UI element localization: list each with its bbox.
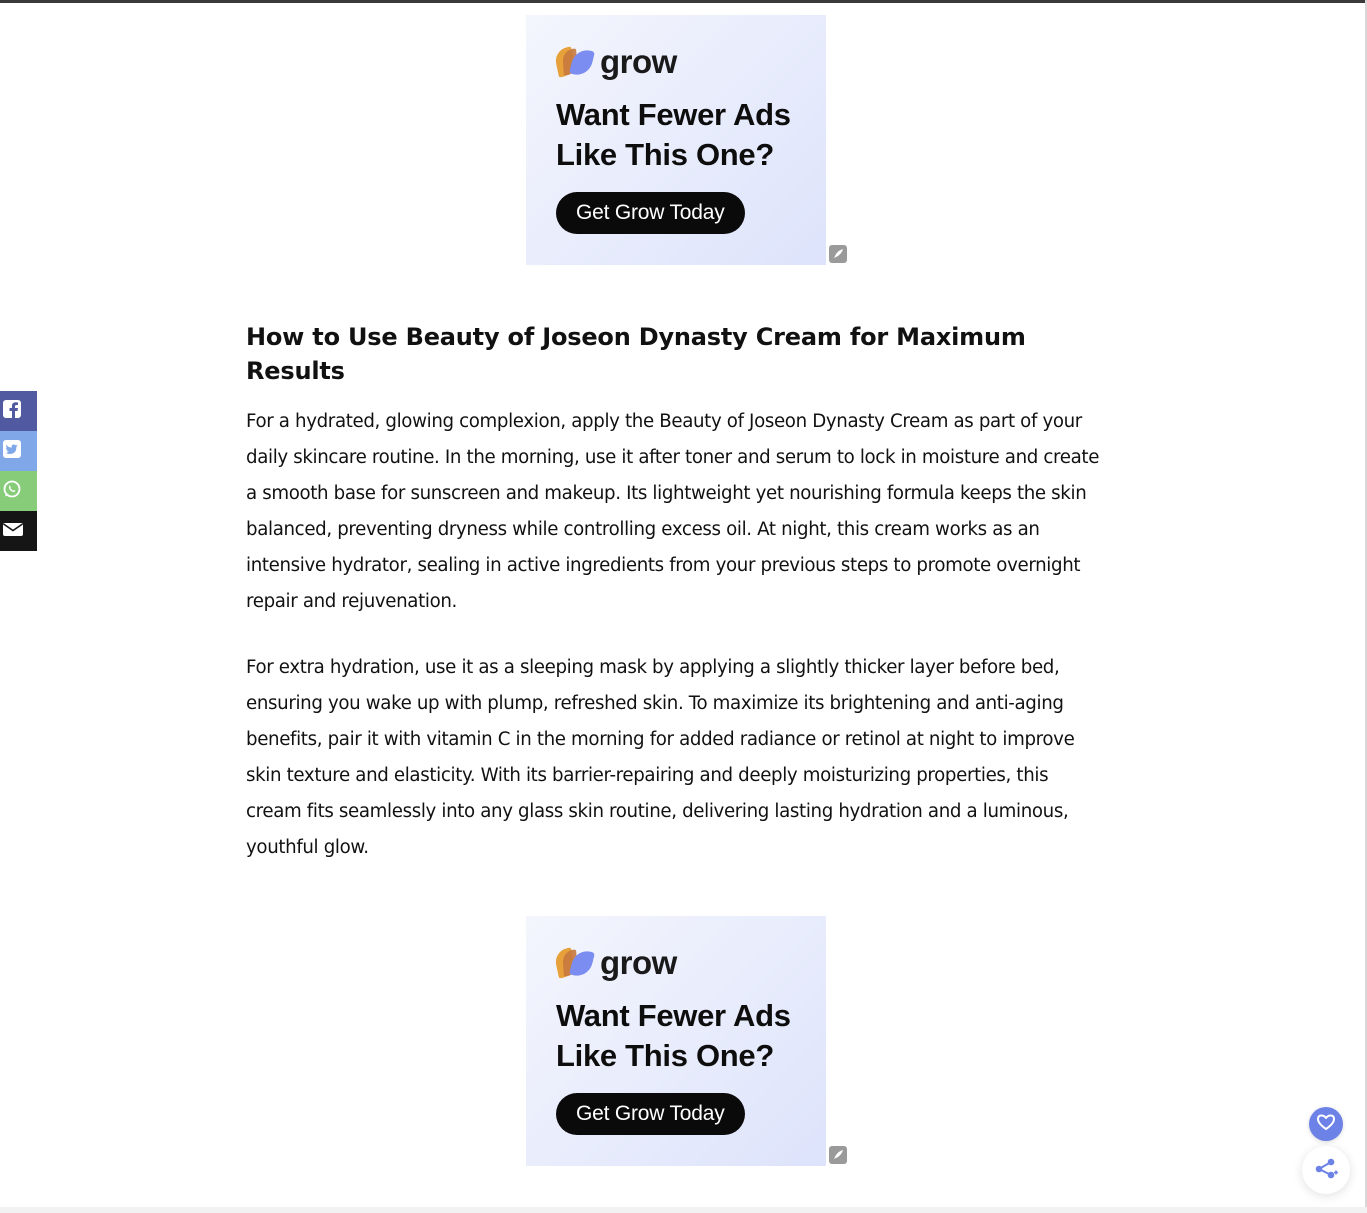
section-title: How to Use Beauty of Joseon Dynasty Cream for Maximum Results bbox=[246, 323, 1026, 385]
share-button[interactable] bbox=[1302, 1146, 1350, 1194]
share-whatsapp-button[interactable] bbox=[0, 471, 37, 511]
share-icon bbox=[1313, 1155, 1339, 1185]
favorite-button[interactable] bbox=[1309, 1107, 1343, 1141]
grow-logo bbox=[556, 45, 826, 79]
share-facebook-button[interactable] bbox=[0, 391, 37, 431]
whatsapp-icon bbox=[2, 479, 22, 503]
grow-ad-top[interactable] bbox=[526, 15, 826, 265]
facebook-icon bbox=[2, 399, 22, 423]
share-email-button[interactable] bbox=[0, 511, 37, 551]
ad-info-icon[interactable] bbox=[829, 245, 847, 263]
email-icon bbox=[2, 519, 24, 543]
grow-leaf-icon bbox=[556, 947, 594, 979]
grow-brand-name: grow bbox=[600, 944, 677, 981]
get-grow-today-button[interactable]: Get Grow Today bbox=[556, 192, 745, 234]
ad-headline: Want Fewer Ads Like This One? bbox=[556, 998, 791, 1073]
heart-icon bbox=[1316, 1113, 1336, 1135]
social-share-rail bbox=[0, 391, 37, 551]
grow-brand-name: grow bbox=[600, 43, 677, 80]
grow-ad-bottom[interactable] bbox=[526, 916, 826, 1166]
ad-headline: Want Fewer Ads Like This One? bbox=[556, 97, 791, 172]
grow-leaf-icon bbox=[556, 46, 594, 78]
grow-logo bbox=[556, 946, 826, 980]
ad-info-icon[interactable] bbox=[829, 1146, 847, 1164]
footer-edge bbox=[0, 1207, 1367, 1213]
top-border bbox=[0, 0, 1367, 3]
get-grow-today-button[interactable]: Get Grow Today bbox=[556, 1093, 745, 1135]
share-twitter-button[interactable] bbox=[0, 431, 37, 471]
twitter-icon bbox=[2, 439, 22, 463]
article-paragraph: For extra hydration, use it as a sleeping mask by applying a slightly thicker layer before bed, ensuring you wake up with plump, refreshed skin. To maximize its brightening and anti-aging benefits, pair it with vitamin C in the morning for added radiance or retinol at night to improve skin texture and elasticity. With its barrier-repairing and deeply moisturizing properties, this cream fits seamlessly into any glass skin routine, delivering lasting hydration and a luminous, youthful glow. bbox=[246, 657, 1075, 858]
article-paragraph: For a hydrated, glowing complexion, apply the Beauty of Joseon Dynasty Cream as part of your daily skincare routine. In the morning, use it after toner and serum to lock in moisture and create a smooth base for sunscreen and makeup. Its lightweight yet nourishing formula keeps the skin balanced, preventing dryness while controlling excess oil. At night, this cream works as an intensive hydrator, sealing in active ingredients from your previous steps to promote overnight repair and rejuvenation. bbox=[246, 411, 1100, 612]
